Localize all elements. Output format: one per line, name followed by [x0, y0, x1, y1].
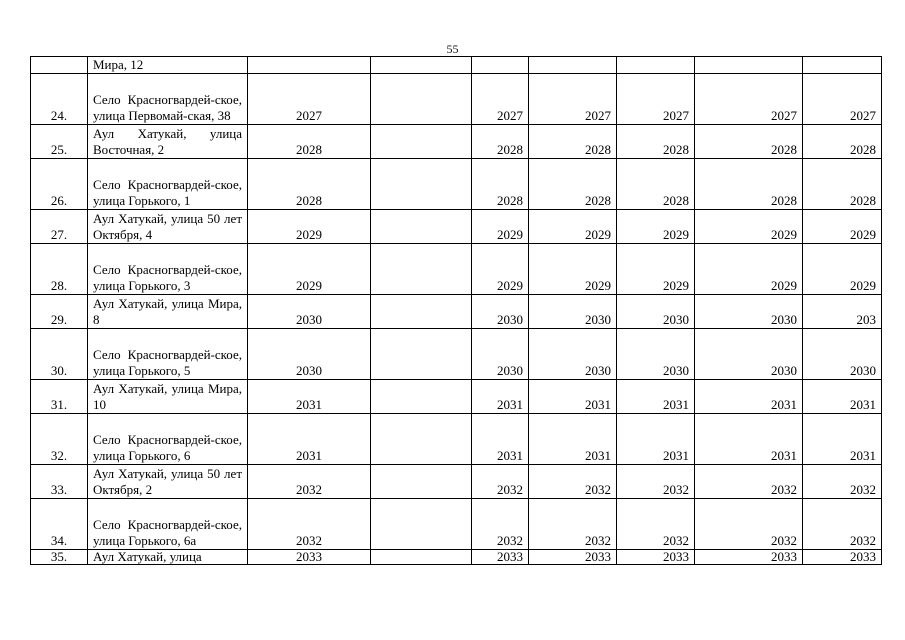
cell-year: 2030	[248, 329, 371, 380]
table-row	[31, 329, 882, 380]
cell-empty	[371, 244, 472, 295]
cell-y2: 2033	[529, 550, 617, 565]
table-row	[31, 499, 882, 550]
cell-y3: 2030	[617, 295, 695, 329]
cell-y5	[803, 57, 882, 74]
table-row	[31, 210, 882, 244]
cell-y2: 2031	[529, 380, 617, 414]
cell-y2	[529, 57, 617, 74]
cell-num: 29.	[31, 295, 88, 329]
cell-y3: 2029	[617, 244, 695, 295]
cell-address: Село Красногвардей-ское, улица Горького, 5	[88, 329, 248, 380]
cell-y3: 2031	[617, 380, 695, 414]
cell-year: 2030	[248, 295, 371, 329]
cell-address: Аул Хатукай, улица 50 лет Октября, 4	[88, 210, 248, 244]
cell-y5: 2033	[803, 550, 882, 565]
cell-address: Аул Хатукай, улица Мира, 10	[88, 380, 248, 414]
cell-y1	[472, 57, 529, 74]
cell-y1: 2029	[472, 210, 529, 244]
cell-y2: 2029	[529, 210, 617, 244]
cell-num: 34.	[31, 499, 88, 550]
cell-num: 32.	[31, 414, 88, 465]
cell-y4: 2031	[695, 380, 803, 414]
cell-y5: 2028	[803, 125, 882, 159]
table-row	[31, 414, 882, 465]
cell-y3: 2030	[617, 329, 695, 380]
cell-y1: 2032	[472, 499, 529, 550]
cell-num: 33.	[31, 465, 88, 499]
cell-y2: 2029	[529, 244, 617, 295]
cell-y5: 2032	[803, 499, 882, 550]
cell-address: Аул Хатукай, улица Восточная, 2	[88, 125, 248, 159]
cell-y2: 2028	[529, 159, 617, 210]
cell-y1: 2031	[472, 414, 529, 465]
cell-y5: 2028	[803, 159, 882, 210]
cell-empty	[371, 380, 472, 414]
cell-y2: 2031	[529, 414, 617, 465]
cell-year: 2033	[248, 550, 371, 565]
cell-y1: 2030	[472, 295, 529, 329]
cell-y4: 2029	[695, 244, 803, 295]
cell-y2: 2028	[529, 125, 617, 159]
table-row	[31, 550, 882, 565]
cell-y4: 2033	[695, 550, 803, 565]
cell-y2: 2030	[529, 295, 617, 329]
page-number: 55	[446, 42, 459, 56]
cell-year: 2028	[248, 159, 371, 210]
cell-y2: 2027	[529, 74, 617, 125]
cell-y4: 2027	[695, 74, 803, 125]
cell-y4: 2030	[695, 295, 803, 329]
cell-address: Село Красногвардей-ское, улица Горького, 3	[88, 244, 248, 295]
cell-y5: 2027	[803, 74, 882, 125]
cell-y3: 2029	[617, 210, 695, 244]
cell-y2: 2030	[529, 329, 617, 380]
cell-num: 31.	[31, 380, 88, 414]
cell-y4: 2032	[695, 465, 803, 499]
cell-empty	[371, 74, 472, 125]
cell-address: Село Красногвардей-ское, улица Горького, 6	[88, 414, 248, 465]
cell-empty	[371, 159, 472, 210]
cell-num: 28.	[31, 244, 88, 295]
cell-y2: 2032	[529, 499, 617, 550]
cell-empty	[371, 499, 472, 550]
cell-y1: 2032	[472, 465, 529, 499]
cell-y1: 2028	[472, 159, 529, 210]
cell-y3: 2032	[617, 465, 695, 499]
cell-address: Аул Хатукай, улица 50 лет Октября, 2	[88, 465, 248, 499]
cell-y3: 2028	[617, 159, 695, 210]
cell-year: 2027	[248, 74, 371, 125]
cell-empty	[371, 210, 472, 244]
cell-y4: 2032	[695, 499, 803, 550]
cell-y3: 2028	[617, 125, 695, 159]
cell-y1: 2033	[472, 550, 529, 565]
table-row	[31, 295, 882, 329]
cell-year: 2031	[248, 414, 371, 465]
cell-y5: 2031	[803, 414, 882, 465]
cell-y5: 2030	[803, 329, 882, 380]
table-row	[31, 125, 882, 159]
cell-y4	[695, 57, 803, 74]
cell-y4: 2028	[695, 125, 803, 159]
cell-address: Село Красногвардей-ское, улица Первомай-ская, 38	[88, 74, 248, 125]
cell-empty	[371, 414, 472, 465]
cell-empty	[371, 57, 472, 74]
cell-y3: 2033	[617, 550, 695, 565]
cell-num: 30.	[31, 329, 88, 380]
schedule-table	[30, 56, 882, 565]
cell-num: 25.	[31, 125, 88, 159]
cell-empty	[371, 465, 472, 499]
cell-y1: 2027	[472, 74, 529, 125]
cell-num: 24.	[31, 74, 88, 125]
cell-y1: 2031	[472, 380, 529, 414]
cell-y3: 2032	[617, 499, 695, 550]
cell-y4: 2029	[695, 210, 803, 244]
cell-y4: 2030	[695, 329, 803, 380]
cell-year	[248, 57, 371, 74]
cell-address: Село Красногвардей-ское, улица Горького, 6а	[88, 499, 248, 550]
cell-y5: 2031	[803, 380, 882, 414]
cell-empty	[371, 550, 472, 565]
cell-y5: 2029	[803, 210, 882, 244]
cell-empty	[371, 329, 472, 380]
cell-y3: 2031	[617, 414, 695, 465]
cell-address: Село Красногвардей-ское, улица Горького, 1	[88, 159, 248, 210]
cell-y2: 2032	[529, 465, 617, 499]
cell-y1: 2028	[472, 125, 529, 159]
cell-y3: 2027	[617, 74, 695, 125]
table-row	[31, 244, 882, 295]
cell-year: 2032	[248, 499, 371, 550]
table-row	[31, 159, 882, 210]
cell-year: 2032	[248, 465, 371, 499]
cell-empty	[371, 295, 472, 329]
cell-empty	[371, 125, 472, 159]
cell-address: Мира, 12	[88, 57, 248, 74]
cell-y5: 2032	[803, 465, 882, 499]
cell-y1: 2030	[472, 329, 529, 380]
cell-address: Аул Хатукай, улица Мира, 8	[88, 295, 248, 329]
table-row	[31, 74, 882, 125]
cell-num	[31, 57, 88, 74]
cell-y5: 203	[803, 295, 882, 329]
cell-num: 27.	[31, 210, 88, 244]
cell-y4: 2031	[695, 414, 803, 465]
cell-y1: 2029	[472, 244, 529, 295]
cell-y4: 2028	[695, 159, 803, 210]
cell-year: 2029	[248, 244, 371, 295]
table-row	[31, 465, 882, 499]
table-row	[31, 380, 882, 414]
cell-year: 2028	[248, 125, 371, 159]
cell-year: 2029	[248, 210, 371, 244]
cell-num: 35.	[31, 550, 88, 565]
table-row-continued	[31, 57, 882, 74]
cell-address: Аул Хатукай, улица	[88, 550, 248, 565]
cell-num: 26.	[31, 159, 88, 210]
cell-year: 2031	[248, 380, 371, 414]
cell-y5: 2029	[803, 244, 882, 295]
cell-y3	[617, 57, 695, 74]
